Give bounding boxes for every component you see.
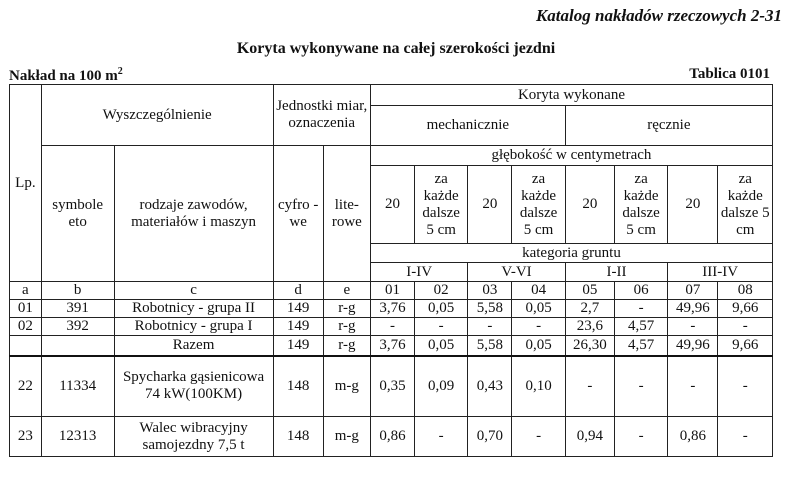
category-2: V-VI (468, 263, 565, 282)
razem-value: 3,76 (370, 336, 414, 356)
row-value: 23,6 (565, 318, 614, 336)
header-koryta: Koryta wykonane (370, 85, 772, 106)
razem-value: 49,96 (668, 336, 718, 356)
column-letter: 02 (415, 282, 468, 300)
header-jednostki: Jednostki miar, oznaczenia (273, 85, 370, 146)
row-unit-letter: r-g (323, 300, 370, 318)
header-kategoria: kategoria gruntu (370, 244, 772, 263)
row-name: Robotnicy - grupa I (114, 318, 273, 336)
depth-zakazde: za każde dalsze 5 cm (512, 166, 565, 244)
category-4: III-IV (668, 263, 773, 282)
row-value: - (718, 318, 773, 336)
row-value: - (415, 318, 468, 336)
row-value: 0,05 (512, 300, 565, 318)
header-recznie: ręcznie (565, 106, 772, 146)
machine-symbol: 12313 (41, 417, 114, 457)
machine-value: - (718, 417, 773, 457)
machine-unit-letter: m-g (323, 417, 370, 457)
header-literowe: lite- rowe (323, 146, 370, 282)
row-value: - (668, 318, 718, 336)
row-unit-digit: 149 (273, 300, 323, 318)
header-symbole: symbole eto (41, 146, 114, 282)
row-value: - (468, 318, 512, 336)
column-letter: e (323, 282, 370, 300)
header-rodzaje: rodzaje zawodów, materiałów i maszyn (114, 146, 273, 282)
razem-symbol (41, 336, 114, 356)
depth-20: 20 (468, 166, 512, 244)
row-symbol: 391 (41, 300, 114, 318)
depth-zakazde: za każde dalsze 5 cm (415, 166, 468, 244)
row-lp: 01 (10, 300, 42, 318)
machine-value: - (415, 417, 468, 457)
row-value: 2,7 (565, 300, 614, 318)
machine-unit-letter: m-g (323, 356, 370, 417)
machine-name: Spycharka gąsienicowa 74 kW(100KM) (114, 356, 273, 417)
row-name: Robotnicy - grupa II (114, 300, 273, 318)
machine-lp: 22 (10, 356, 42, 417)
row-unit-digit: 149 (273, 318, 323, 336)
razem-value: 4,57 (614, 336, 667, 356)
row-value: 0,05 (415, 300, 468, 318)
column-letter: 06 (614, 282, 667, 300)
column-letter: 01 (370, 282, 414, 300)
column-letter: b (41, 282, 114, 300)
row-value: - (370, 318, 414, 336)
razem-value: 5,58 (468, 336, 512, 356)
depth-20: 20 (370, 166, 414, 244)
machine-value: - (718, 356, 773, 417)
header-cyfrowe: cyfro - we (273, 146, 323, 282)
row-value: - (614, 300, 667, 318)
row-value: 9,66 (718, 300, 773, 318)
table-number: Tablica 0101 (689, 66, 770, 82)
depth-zakazde: za każde dalsze 5 cm (718, 166, 773, 244)
row-value: 49,96 (668, 300, 718, 318)
machine-value: - (614, 417, 667, 457)
row-lp: 02 (10, 318, 42, 336)
column-letter: 07 (668, 282, 718, 300)
row-unit-letter: r-g (323, 318, 370, 336)
table-title: Koryta wykonywane na całej szerokości jezdni (236, 40, 556, 57)
machine-value: 0,86 (668, 417, 718, 457)
row-value: 3,76 (370, 300, 414, 318)
row-symbol: 392 (41, 318, 114, 336)
column-letter: a (10, 282, 42, 300)
razem-value: 9,66 (718, 336, 773, 356)
depth-20: 20 (668, 166, 718, 244)
machine-value: 0,43 (468, 356, 512, 417)
machine-unit-digit: 148 (273, 356, 323, 417)
column-letter: 03 (468, 282, 512, 300)
razem-lp (10, 336, 42, 356)
machine-value: 0,35 (370, 356, 414, 417)
razem-value: 0,05 (415, 336, 468, 356)
razem-value: 26,30 (565, 336, 614, 356)
column-letter: 04 (512, 282, 565, 300)
unit-label: Nakład na 100 $m^2$ (9, 66, 123, 84)
column-letter: 05 (565, 282, 614, 300)
razem-unit-digit: 149 (273, 336, 323, 356)
header-wyszczegolnienie: Wyszczególnienie (41, 85, 273, 146)
razem-unit-letter: r-g (323, 336, 370, 356)
machine-value: - (565, 356, 614, 417)
machine-value: 0,86 (370, 417, 414, 457)
razem-value: 0,05 (512, 336, 565, 356)
catalog-header: Katalog nakładów rzeczowych 2-31 (535, 6, 782, 25)
machine-name: Walec wibracyjny samojezdny 7,5 t (114, 417, 273, 457)
razem-label: Razem (114, 336, 273, 356)
machine-value: - (614, 356, 667, 417)
machine-symbol: 11334 (41, 356, 114, 417)
header-mechanicznie: mechanicznie (370, 106, 565, 146)
row-value: 4,57 (614, 318, 667, 336)
expenditure-table (9, 84, 773, 457)
depth-20: 20 (565, 166, 614, 244)
machine-value: 0,09 (415, 356, 468, 417)
category-3: I-II (565, 263, 668, 282)
column-letter: c (114, 282, 273, 300)
machine-value: 0,70 (468, 417, 512, 457)
machine-value: 0,10 (512, 356, 565, 417)
row-value: - (512, 318, 565, 336)
machine-value: - (512, 417, 565, 457)
machine-unit-digit: 148 (273, 417, 323, 457)
depth-zakazde: za każde dalsze 5 cm (614, 166, 667, 244)
row-value: 5,58 (468, 300, 512, 318)
column-letter: 08 (718, 282, 773, 300)
machine-value: - (668, 356, 718, 417)
header-lp: Lp. (10, 85, 42, 282)
category-1: I-IV (370, 263, 467, 282)
column-letter: d (273, 282, 323, 300)
header-glebokosc: głębokość w centymetrach (370, 146, 772, 166)
machine-value: 0,94 (565, 417, 614, 457)
machine-lp: 23 (10, 417, 42, 457)
